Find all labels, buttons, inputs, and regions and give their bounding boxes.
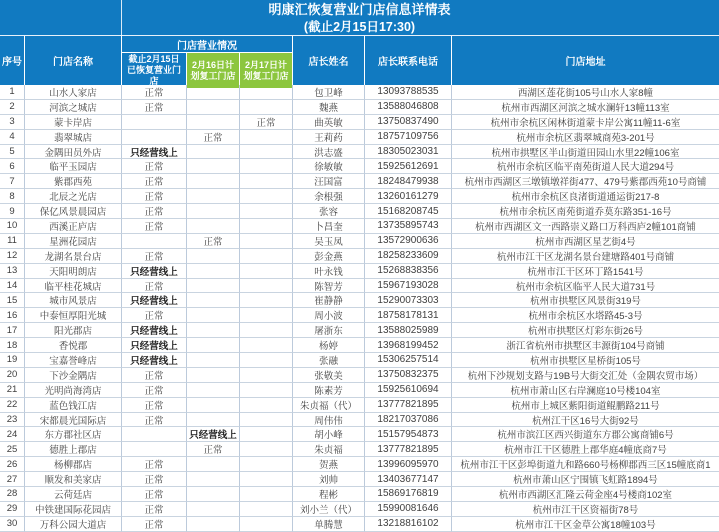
cell-status-feb16: 正常	[187, 442, 240, 457]
cell-status-feb15: 正常	[122, 249, 187, 264]
report-title-band	[0, 0, 719, 36]
cell-address: 杭州市余杭区临平人民大道731号	[452, 279, 719, 294]
column-header-manager: 店长姓名	[293, 36, 365, 85]
column-header-no: 序号	[0, 36, 25, 85]
cell-no: 5	[0, 145, 25, 160]
cell-address: 杭州市江干区彭埠街道九和路660号杨柳郡西三区15幢底商1	[452, 457, 719, 472]
cell-manager: 周伟伟	[293, 413, 365, 428]
cell-status-feb16	[187, 293, 240, 308]
table-row	[0, 159, 719, 174]
cell-status-feb16	[187, 368, 240, 383]
cell-manager: 卜昌奎	[293, 219, 365, 234]
table-row	[0, 502, 719, 517]
cell-status-feb15: 只经营线上	[122, 353, 187, 368]
cell-phone: 13218816102	[365, 517, 452, 532]
cell-status-feb15: 正常	[122, 472, 187, 487]
cell-phone: 13777821895	[365, 442, 452, 457]
cell-no: 11	[0, 234, 25, 249]
cell-status-feb15: 正常	[122, 189, 187, 204]
column-header-status-feb16: 2月16日计划复工门店	[187, 53, 240, 88]
cell-store-name: 蓝色钱江店	[25, 398, 122, 413]
cell-address: 杭州市西湖区三墩镇墩祥街477、479号紫郡西苑10号商铺	[452, 174, 719, 189]
cell-status-feb17	[240, 189, 293, 204]
cell-phone: 15925612691	[365, 159, 452, 174]
table-row	[0, 383, 719, 398]
cell-status-feb16	[187, 204, 240, 219]
cell-store-name: 西溪正庐店	[25, 219, 122, 234]
cell-status-feb16	[187, 383, 240, 398]
cell-status-feb16	[187, 457, 240, 472]
cell-manager: 张融	[293, 353, 365, 368]
cell-no: 17	[0, 323, 25, 338]
cell-status-feb16	[187, 249, 240, 264]
cell-status-feb15: 正常	[122, 204, 187, 219]
table-row	[0, 293, 719, 308]
cell-status-feb15: 正常	[122, 159, 187, 174]
cell-no: 20	[0, 368, 25, 383]
table-row	[0, 174, 719, 189]
cell-status-feb16	[187, 398, 240, 413]
cell-no: 3	[0, 115, 25, 130]
cell-status-feb17	[240, 249, 293, 264]
cell-address: 杭州市拱墅区星桥街105号	[452, 353, 719, 368]
cell-store-name: 东方郡社区店	[25, 427, 122, 442]
cell-phone: 15925610694	[365, 383, 452, 398]
cell-store-name: 河滨之城店	[25, 100, 122, 115]
cell-address: 杭州市拱墅区半山街道田园山水里22幢106室	[452, 145, 719, 160]
cell-phone: 18757109756	[365, 130, 452, 145]
cell-status-feb17	[240, 308, 293, 323]
table-body	[0, 85, 719, 532]
cell-status-feb15: 只经营线上	[122, 145, 187, 160]
cell-manager: 魏燕	[293, 100, 365, 115]
cell-status-feb17	[240, 293, 293, 308]
cell-manager: 周小波	[293, 308, 365, 323]
cell-phone: 15268838356	[365, 264, 452, 279]
cell-status-feb16	[187, 264, 240, 279]
cell-store-name: 临平桂花城店	[25, 279, 122, 294]
cell-phone: 18258233609	[365, 249, 452, 264]
cell-address: 杭州市江干区环丁路1541号	[452, 264, 719, 279]
cell-store-name: 北辰之光店	[25, 189, 122, 204]
cell-no: 21	[0, 383, 25, 398]
cell-status-feb15	[122, 427, 187, 442]
cell-address: 杭州市萧山区右岸澜庭10号楼104室	[452, 383, 719, 398]
cell-status-feb15: 正常	[122, 174, 187, 189]
cell-no: 15	[0, 293, 25, 308]
cell-status-feb17	[240, 159, 293, 174]
cell-manager: 洪志盛	[293, 145, 365, 160]
table-row	[0, 279, 719, 294]
cell-address: 杭州市西湖区星艺街4号	[452, 234, 719, 249]
cell-store-name: 蒙卡岸店	[25, 115, 122, 130]
cell-status-feb17	[240, 517, 293, 532]
cell-no: 4	[0, 130, 25, 145]
cell-status-feb17	[240, 398, 293, 413]
cell-address: 杭州市余杭区临平南苑街道人民大道294号	[452, 159, 719, 174]
cell-phone: 13403677147	[365, 472, 452, 487]
cell-status-feb16	[187, 159, 240, 174]
table-row	[0, 130, 719, 145]
cell-store-name: 天阳明朗店	[25, 264, 122, 279]
cell-status-feb17	[240, 174, 293, 189]
cell-no: 22	[0, 398, 25, 413]
cell-status-feb17	[240, 100, 293, 115]
cell-phone: 13750837490	[365, 115, 452, 130]
cell-store-name: 阳光郡店	[25, 323, 122, 338]
cell-manager: 王莉药	[293, 130, 365, 145]
table-row	[0, 368, 719, 383]
cell-store-name: 下沙金隅店	[25, 368, 122, 383]
cell-status-feb17	[240, 442, 293, 457]
cell-phone: 18305023031	[365, 145, 452, 160]
cell-status-feb17	[240, 413, 293, 428]
cell-no: 18	[0, 338, 25, 353]
table-row	[0, 204, 719, 219]
cell-status-feb16: 正常	[187, 130, 240, 145]
cell-manager: 曲英敏	[293, 115, 365, 130]
cell-status-feb15: 正常	[122, 100, 187, 115]
table-row	[0, 249, 719, 264]
cell-phone: 15306257514	[365, 353, 452, 368]
cell-manager: 屠浙东	[293, 323, 365, 338]
cell-no: 1	[0, 85, 25, 100]
cell-status-feb17	[240, 85, 293, 100]
title-cell-divider	[121, 0, 122, 36]
cell-phone: 15869176819	[365, 487, 452, 502]
cell-status-feb16	[187, 517, 240, 532]
table-row	[0, 234, 719, 249]
cell-status-feb17	[240, 427, 293, 442]
cell-status-feb17	[240, 472, 293, 487]
cell-store-name: 香悦郡	[25, 338, 122, 353]
cell-store-name: 紫郡西苑	[25, 174, 122, 189]
column-header-store-name: 门店名称	[25, 36, 122, 85]
cell-status-feb15: 只经营线上	[122, 293, 187, 308]
cell-status-feb17	[240, 353, 293, 368]
cell-status-feb17	[240, 145, 293, 160]
table-row	[0, 189, 719, 204]
cell-status-feb17	[240, 323, 293, 338]
cell-status-feb16	[187, 502, 240, 517]
cell-address: 杭州市江干区龙湖名景台建塘路401号商铺	[452, 249, 719, 264]
cell-store-name: 星洲花园店	[25, 234, 122, 249]
cell-address: 西湖区莲花街105号山水人家8幢	[452, 85, 719, 100]
cell-manager: 彭金燕	[293, 249, 365, 264]
cell-store-name: 中铁建国际花园店	[25, 502, 122, 517]
cell-manager: 朱贞福（代）	[293, 398, 365, 413]
cell-phone: 13572900636	[365, 234, 452, 249]
table-row	[0, 323, 719, 338]
cell-phone: 13750832375	[365, 368, 452, 383]
table-row	[0, 308, 719, 323]
column-group-business-status: 门店营业情况	[122, 36, 293, 53]
cell-phone: 15168208745	[365, 204, 452, 219]
table-row	[0, 219, 719, 234]
table-row	[0, 517, 719, 532]
cell-address: 杭州市西湖区汇隆云荷金座4号楼商102室	[452, 487, 719, 502]
cell-no: 23	[0, 413, 25, 428]
cell-status-feb15	[122, 115, 187, 130]
table-row	[0, 457, 719, 472]
cell-status-feb16	[187, 115, 240, 130]
cell-status-feb15	[122, 130, 187, 145]
cell-status-feb16	[187, 413, 240, 428]
cell-manager: 贺燕	[293, 457, 365, 472]
cell-status-feb15: 只经营线上	[122, 323, 187, 338]
cell-store-name: 顺发和美家店	[25, 472, 122, 487]
cell-no: 12	[0, 249, 25, 264]
cell-status-feb17	[240, 204, 293, 219]
cell-address: 杭州市江干区金草公寓18幢103号	[452, 517, 719, 532]
cell-status-feb15: 正常	[122, 368, 187, 383]
cell-store-name: 临平玉园店	[25, 159, 122, 174]
cell-phone: 15157954873	[365, 427, 452, 442]
cell-manager: 吴玉凤	[293, 234, 365, 249]
cell-no: 27	[0, 472, 25, 487]
table-row	[0, 398, 719, 413]
cell-status-feb15: 正常	[122, 457, 187, 472]
cell-store-name: 宝嘉誉峰店	[25, 353, 122, 368]
cell-phone: 13777821895	[365, 398, 452, 413]
cell-status-feb15	[122, 234, 187, 249]
cell-store-name: 翡翠城店	[25, 130, 122, 145]
table-row	[0, 115, 719, 130]
table-row	[0, 338, 719, 353]
cell-manager: 刘帅	[293, 472, 365, 487]
table-row	[0, 413, 719, 428]
cell-address: 杭州市西湖区河滨之城水澜轩13幢113室	[452, 100, 719, 115]
cell-no: 24	[0, 427, 25, 442]
cell-manager: 单腾慧	[293, 517, 365, 532]
cell-store-name: 山水人家店	[25, 85, 122, 100]
cell-address: 杭州市余杭区南苑街道乔莫东路351-16号	[452, 204, 719, 219]
cell-status-feb15: 只经营线上	[122, 338, 187, 353]
cell-address: 杭州市滨江区西兴街道东方郡公寓商铺6号	[452, 427, 719, 442]
cell-phone: 13968199452	[365, 338, 452, 353]
cell-status-feb15: 正常	[122, 85, 187, 100]
cell-status-feb16	[187, 145, 240, 160]
table-row	[0, 145, 719, 160]
cell-manager: 徐敏敏	[293, 159, 365, 174]
report-subtitle: (截止2月15日17:30)	[303, 20, 416, 34]
cell-no: 13	[0, 264, 25, 279]
cell-manager: 张敬美	[293, 368, 365, 383]
cell-phone: 18758178131	[365, 308, 452, 323]
cell-status-feb16	[187, 308, 240, 323]
cell-status-feb17	[240, 383, 293, 398]
cell-address: 杭州市余杭区翡翠城商苑3-201号	[452, 130, 719, 145]
cell-phone: 13093788535	[365, 85, 452, 100]
cell-store-name: 宋都晨光国际店	[25, 413, 122, 428]
cell-manager: 杨婷	[293, 338, 365, 353]
cell-address: 杭州市拱墅区风景街319号	[452, 293, 719, 308]
cell-store-name: 云荷廷店	[25, 487, 122, 502]
cell-manager: 崔静静	[293, 293, 365, 308]
cell-no: 16	[0, 308, 25, 323]
cell-status-feb17	[240, 338, 293, 353]
cell-manager: 刘小兰（代）	[293, 502, 365, 517]
cell-status-feb16	[187, 338, 240, 353]
cell-status-feb15: 正常	[122, 398, 187, 413]
column-header-address: 门店地址	[565, 57, 606, 68]
cell-address: 杭州市余杭区水塔路45-3号	[452, 308, 719, 323]
cell-no: 9	[0, 204, 25, 219]
cell-manager: 陈素芳	[293, 383, 365, 398]
cell-address: 杭州市余杭区良渚街道通运街217-8	[452, 189, 719, 204]
table-row	[0, 264, 719, 279]
cell-manager: 朱贞福	[293, 442, 365, 457]
cell-no: 14	[0, 279, 25, 294]
cell-status-feb17	[240, 368, 293, 383]
cell-no: 10	[0, 219, 25, 234]
table-row	[0, 472, 719, 487]
status-subheaders	[122, 53, 293, 85]
cell-store-name: 城市风景店	[25, 293, 122, 308]
cell-manager: 叶永钱	[293, 264, 365, 279]
cell-status-feb15: 正常	[122, 487, 187, 502]
cell-store-name: 万科公园大道店	[25, 517, 122, 532]
cell-manager: 程彬	[293, 487, 365, 502]
cell-phone: 13588025989	[365, 323, 452, 338]
cell-status-feb15: 只经营线上	[122, 264, 187, 279]
cell-address: 浙江省杭州市拱墅区丰源街104号商铺	[452, 338, 719, 353]
table-row	[0, 100, 719, 115]
cell-status-feb16	[187, 100, 240, 115]
cell-address: 杭州市江干区德胜上郡华庭4幢底商7号	[452, 442, 719, 457]
cell-manager: 包卫峰	[293, 85, 365, 100]
cell-manager: 余根强	[293, 189, 365, 204]
cell-status-feb17: 正常	[240, 115, 293, 130]
cell-address: 杭州市萧山区宁围镇飞虹路1894号	[452, 472, 719, 487]
cell-status-feb15: 正常	[122, 308, 187, 323]
cell-manager: 汪国富	[293, 174, 365, 189]
column-header-status-feb15: 截止2月15日已恢复营业门店	[122, 53, 187, 88]
cell-no: 7	[0, 174, 25, 189]
cell-store-name: 杨柳郡店	[25, 457, 122, 472]
cell-store-name: 中泰恒厚阳光城	[25, 308, 122, 323]
cell-status-feb17	[240, 487, 293, 502]
cell-status-feb17	[240, 130, 293, 145]
cell-status-feb16	[187, 487, 240, 502]
cell-status-feb17	[240, 279, 293, 294]
table-row	[0, 427, 719, 442]
cell-status-feb15: 正常	[122, 383, 187, 398]
cell-status-feb16: 只经营线上	[187, 427, 240, 442]
cell-phone: 18248479938	[365, 174, 452, 189]
cell-phone: 13735895743	[365, 219, 452, 234]
cell-address: 杭州下沙规划支路与19B号大街交汇处（金隅农贸市场）	[452, 368, 719, 383]
cell-phone: 13588046808	[365, 100, 452, 115]
cell-status-feb15	[122, 442, 187, 457]
cell-status-feb17	[240, 502, 293, 517]
cell-address: 杭州市西湖区文一西路崇义路口万科西庐2幢101商铺	[452, 219, 719, 234]
cell-manager: 胡小峰	[293, 427, 365, 442]
cell-status-feb16	[187, 85, 240, 100]
table-row	[0, 85, 719, 100]
cell-phone: 18217037086	[365, 413, 452, 428]
cell-status-feb16: 正常	[187, 234, 240, 249]
cell-no: 30	[0, 517, 25, 532]
cell-no: 28	[0, 487, 25, 502]
cell-no: 25	[0, 442, 25, 457]
cell-status-feb16	[187, 353, 240, 368]
cell-phone: 13996095970	[365, 457, 452, 472]
cell-no: 8	[0, 189, 25, 204]
cell-status-feb16	[187, 323, 240, 338]
table-row	[0, 442, 719, 457]
cell-phone: 13260161279	[365, 189, 452, 204]
cell-status-feb16	[187, 472, 240, 487]
cell-address: 杭州市江干区资福街78号	[452, 502, 719, 517]
cell-status-feb17	[240, 219, 293, 234]
cell-status-feb17	[240, 234, 293, 249]
cell-phone: 15990081646	[365, 502, 452, 517]
cell-manager: 陈智芳	[293, 279, 365, 294]
cell-store-name: 光明尚海湾店	[25, 383, 122, 398]
column-header-status-feb17: 2月17日计划复工门店	[240, 53, 293, 88]
cell-address: 杭州市上城区紫阳街道鲲鹏路211号	[452, 398, 719, 413]
cell-no: 29	[0, 502, 25, 517]
cell-status-feb16	[187, 174, 240, 189]
cell-status-feb16	[187, 189, 240, 204]
cell-address: 杭州市拱墅区灯彩东街26号	[452, 323, 719, 338]
column-header-phone: 店长联系电话	[365, 36, 452, 85]
cell-status-feb15: 正常	[122, 279, 187, 294]
table-row	[0, 353, 719, 368]
cell-store-name: 金隅田员外店	[25, 145, 122, 160]
cell-phone: 15967193028	[365, 279, 452, 294]
report-title: 明康汇恢复营业门店信息详情表	[268, 2, 451, 17]
cell-no: 19	[0, 353, 25, 368]
cell-status-feb16	[187, 219, 240, 234]
cell-store-name: 德胜上郡店	[25, 442, 122, 457]
cell-phone: 15290073303	[365, 293, 452, 308]
cell-no: 2	[0, 100, 25, 115]
cell-store-name: 龙湖名景台店	[25, 249, 122, 264]
cell-status-feb15: 正常	[122, 502, 187, 517]
table-header	[0, 36, 719, 85]
cell-address: 杭州市余杭区闲林街道蒙卡岸公寓11幢11-6室	[452, 115, 719, 130]
cell-status-feb17	[240, 457, 293, 472]
cell-status-feb17	[240, 264, 293, 279]
cell-no: 26	[0, 457, 25, 472]
table-row	[0, 487, 719, 502]
cell-address: 杭州江干区16号大街92号	[452, 413, 719, 428]
cell-status-feb15: 正常	[122, 219, 187, 234]
cell-manager: 张容	[293, 204, 365, 219]
cell-status-feb16	[187, 279, 240, 294]
cell-status-feb15: 正常	[122, 517, 187, 532]
cell-no: 6	[0, 159, 25, 174]
cell-store-name: 保亿风景晨园店	[25, 204, 122, 219]
cell-status-feb15: 正常	[122, 413, 187, 428]
